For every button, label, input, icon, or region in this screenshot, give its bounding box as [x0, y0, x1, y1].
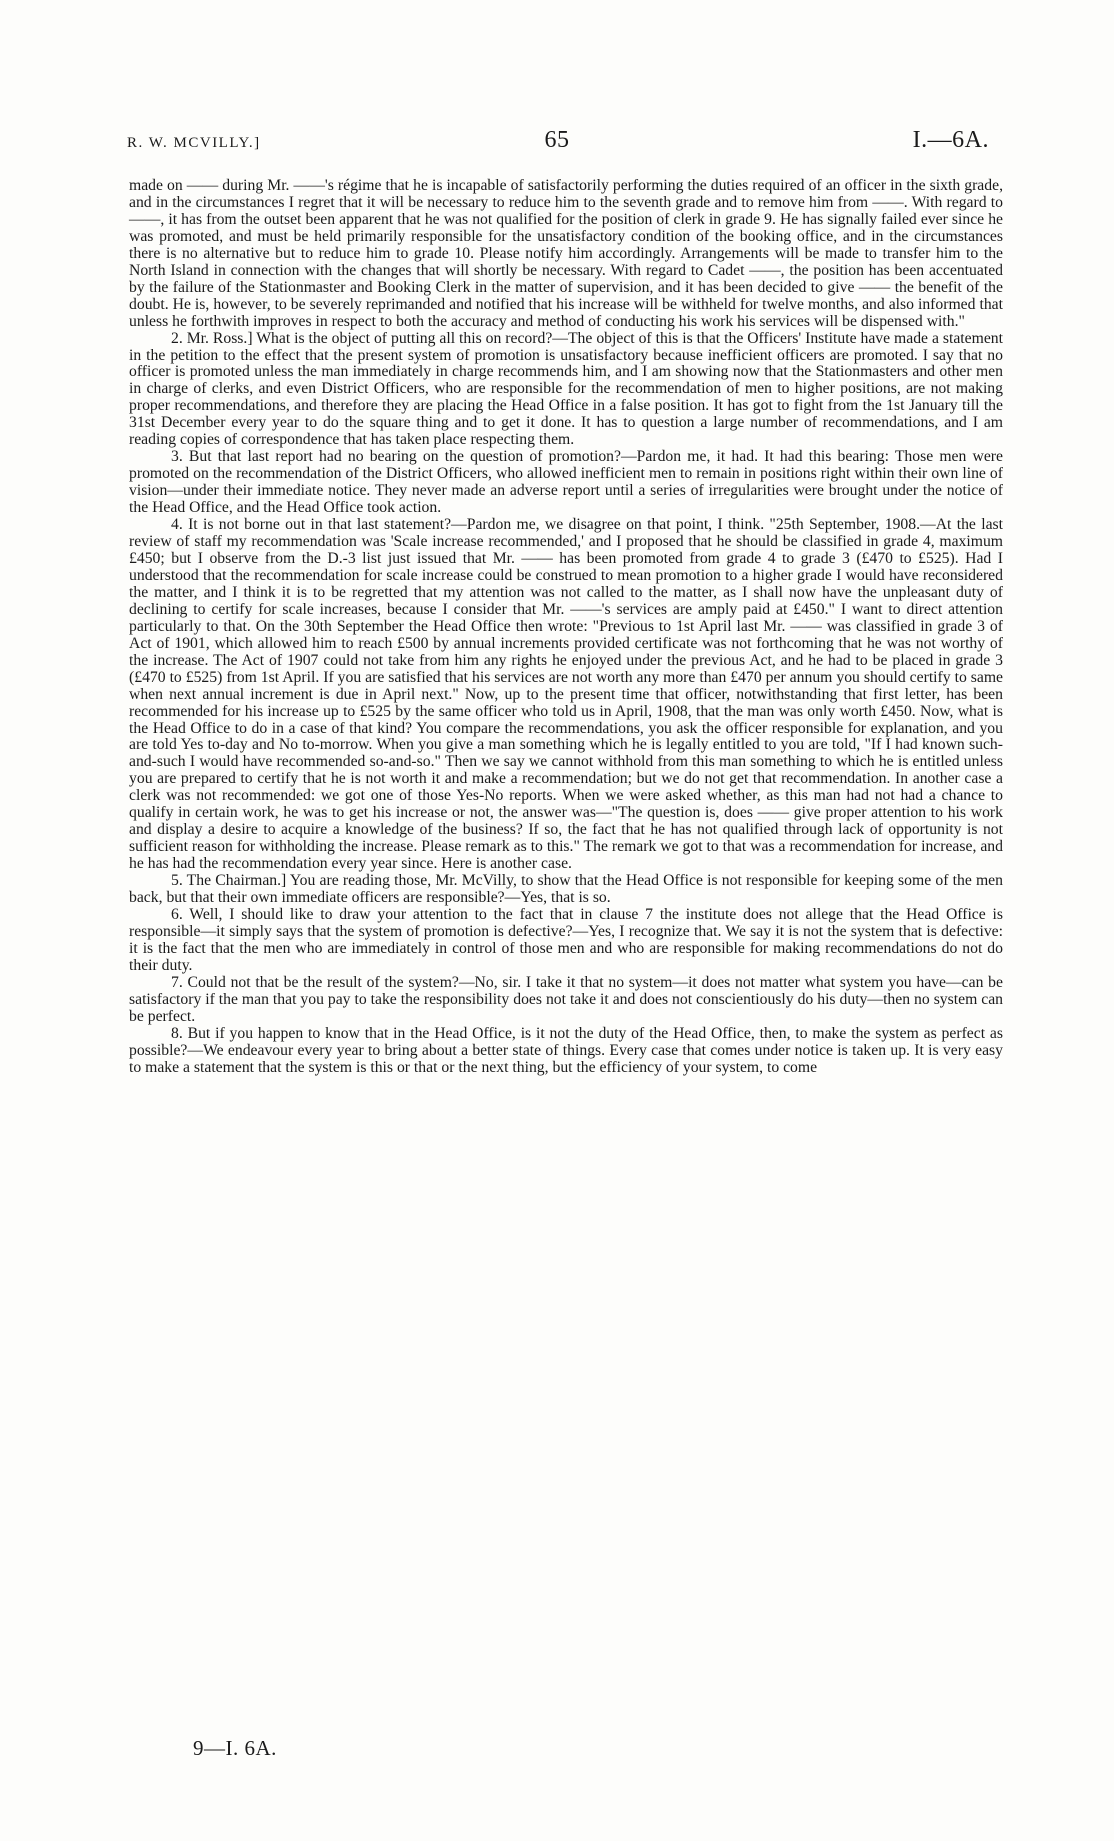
paragraph-q5: 5. The Chairman.] You are reading those, Mr. McVilly, to show that the Head Office is not responsible for keeping some of the men back, but that their own immediate officers are responsible?—Yes, that is so. [129, 872, 1003, 907]
signature-mark: 9—I. 6A. [193, 1736, 277, 1760]
paragraph-q3: 3. But that last report had no bearing on the question of promotion?—Pardon me, it had. It had this bearing: Those men were promoted on the recommendation of the District Officers, who allowed inefficient men to remain in positions right within their own line of vision—under their immediate notice. They never made an adverse report until a series of irregularities were brought under the notice of the Head Office, and the Head Office took action. [129, 448, 1003, 517]
paragraph-q2: 2. Mr. Ross.] What is the object of putting all this on record?—The object of this is that the Officers' Institute have made a statement in the petition to the effect that the present system of promotion is unsatisfactory because inefficient officers are promoted. I say that no officer is promoted unless the man immediately in charge recommends him, and I am showing now that the Stationmasters and other men in charge of clerks, and even District Officers, who are responsible for the recommendation of men to higher positions, are not making proper recommendations, and therefore they are placing the Head Office in a false position. It has got to fight from the 1st January till the 31st December every year to do the square thing and to get it done. It has to question a large number of recommendations, and I am reading copies of correspondence that has taken place respecting them. [129, 329, 1003, 449]
body-text [129, 178, 1003, 1077]
document-reference: I.—6A. [912, 127, 989, 153]
paragraph-continuation: made on —— during Mr. ——'s régime that he is incapable of satisfactorily performing the duties required of an officer in the sixth grade, and in the circumstances I regret that it will be necessary to reduce him to the seventh grade and to remove him from ——. With regard to ——, it has from the outset been apparent that he was not qualified for the position of clerk in grade 9. He has signally failed ever since he was promoted, and must be held primarily responsible for the unsatisfactory condition of the booking office, and in the circumstances there is no alternative but to reduce him to grade 10. Please notify him accordingly. Arrangements will be made to transfer him to the North Island in connection with the changes that will shortly be necessary. With regard to Cadet ——, the position has been accentuated by the failure of the Stationmaster and Booking Clerk in the matter of supervision, and it has been decided to give —— the benefit of the doubt. He is, however, to be severely reprimanded and notified that his increase will be withheld for twelve months, and also informed that unless he forthwith improves in respect to both the accuracy and method of conducting his work his services will be dispensed with." [129, 177, 1003, 330]
page-number: 65 [544, 127, 570, 153]
paragraph-q7: 7. Could not that be the result of the system?—No, sir. I take it that no system—it does not matter what system you have—can be satisfactory if the man that you pay to take the responsibility does not take it and does not conscientiously do his duty—then no system can be perfect. [129, 973, 1003, 1025]
running-head-witness: R. W. MCVILLY.] [127, 135, 261, 151]
paragraph-q6: 6. Well, I should like to draw your attention to the fact that in clause 7 the institute does not allege that the Head Office is responsible—it simply says that the system of promotion is defective?—Yes, I recognize that. We say it is not the system that is defective: it is the fact that the men who are immediately in control of those men and who are responsible for making recommendations do not do their duty. [129, 905, 1003, 974]
paragraph-q8: 8. But if you happen to know that in the Head Office, is it not the duty of the Head Office, then, to make the system as perfect as possible?—We endeavour every year to bring about a better state of things. Every case that comes under notice is taken up. It is very easy to make a statement that the system is this or that or the next thing, but the efficiency of your system, to come [129, 1024, 1003, 1076]
paragraph-q4: 4. It is not borne out in that last statement?—Pardon me, we disagree on that point, I think. "25th September, 1908.—At the last review of staff my recommendation was 'Scale increase recommended,' and I proposed that he should be classified in grade 4, maximum £450; but I observe from the D.-3 list just issued that Mr. —— has been promoted from grade 4 to grade 3 (£470 to £525). Had I understood that the recommendation for scale increase could be construed to mean promotion to a higher grade I would have reconsidered the matter, and I think it is to be regretted that my attention was not called to the matter, as I shall now have the unpleasant duty of declining to certify for scale increases, because I consider that Mr. ——'s services are amply paid at £450." I want to direct attention particularly to that. On the 30th September the Head Office then wrote: "Previous to 1st April last Mr. —— was classified in grade 3 of Act of 1901, which allowed him to reach £500 by annual increments provided certificate was not forthcoming that he was not worthy of the increase. The Act of 1907 could not take from him any rights he enjoyed under the previous Act, and he had to be placed in grade 3 (£470 to £525) from 1st April. If you are satisfied that his services are not worth any more than £470 per annum you should certify to same when next annual increment is due in April next." Now, up to the present time that officer, notwithstanding that first letter, has been recommended for his increase up to £525 by the same officer who told us in April, 1908, that the man was only worth £450. Now, what is the Head Office to do in a case of that kind? You compare the recommendations, you ask the officer responsible for explanation, and you are told Yes to-day and No to-morrow. When you give a man something which he is legally entitled to you are told, "If I had known such-and-such I would have recommended so-and-so." Then we say we cannot withhold from this man something to which he is entitled unless you are prepared to certify that he is not worth it and make a recommendation; but we do not get that recommendation. In another case a clerk was not recommended: we got one of those Yes-No reports. When we were asked whether, as this man had not had a chance to qualify in certain work, he was to get his increase or not, the answer was—"The question is, does —— give proper attention to his work and display a desire to acquire a knowledge of the business? If so, the fact that he has not qualified through lack of opportunity is not sufficient reason for withholding the increase. Please remark as to this." The remark we got to that was a recommendation for increase, and he has had the recommendation every year since. Here is another case. [129, 516, 1003, 873]
